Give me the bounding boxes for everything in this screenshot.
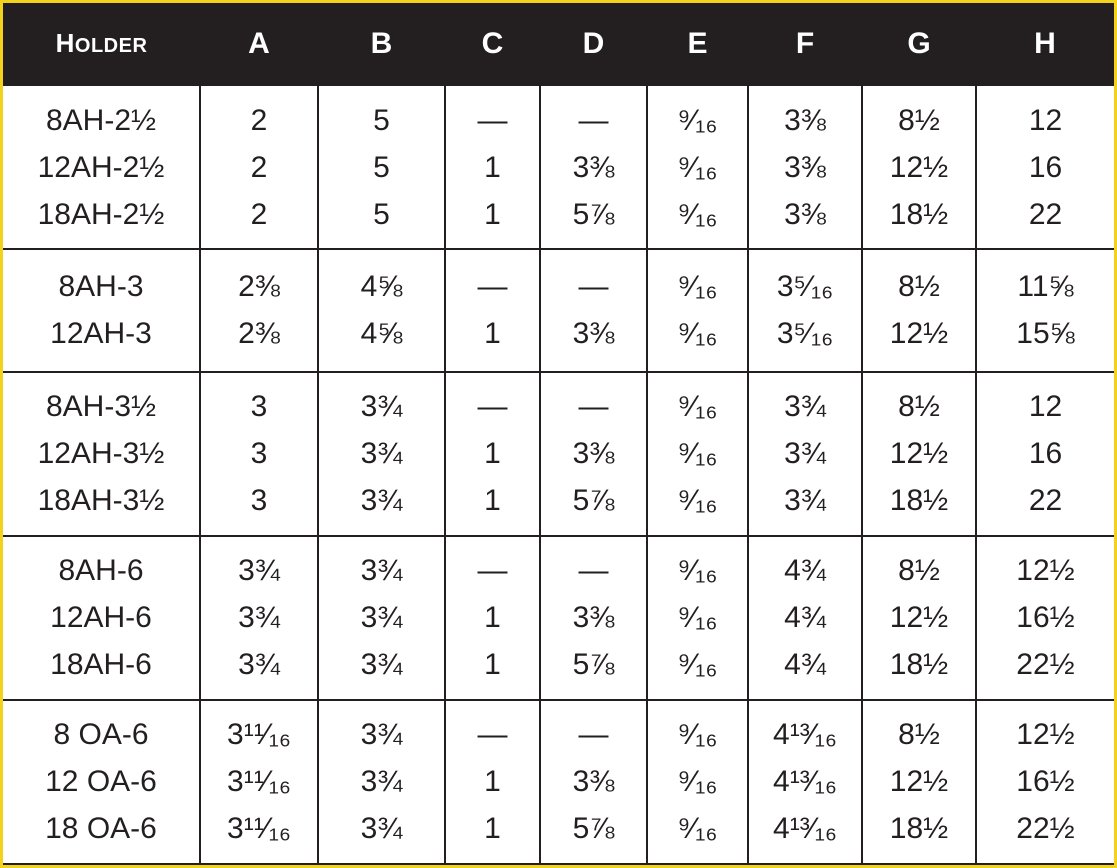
cell-d (540, 249, 647, 372)
table-row (3, 536, 1114, 700)
cell-h (976, 249, 1114, 372)
cell-value: 3¾ (360, 812, 403, 846)
cell-value: 3¹¹⁄₁₆ (227, 765, 291, 799)
cell-value: 22 (1028, 484, 1063, 518)
cell-value: — (477, 270, 508, 304)
cell-value: 8½ (898, 103, 940, 137)
cell-g (862, 249, 976, 372)
cell-value: 3¾ (360, 601, 403, 635)
cell-value: 12 (1028, 390, 1063, 424)
header-b: B (370, 26, 393, 60)
cell-value: 1 (484, 197, 501, 231)
cell-a (200, 85, 318, 249)
cell-value: 4¹³⁄₁₆ (773, 812, 837, 846)
cell-value: 12½ (889, 317, 949, 351)
cell-value: 1 (484, 317, 501, 351)
cell-value: 5⅞ (572, 648, 615, 682)
header-d: D (582, 26, 605, 60)
header-a: A (248, 26, 270, 60)
cell-value: 18AH-2½ (37, 197, 165, 231)
cell-d (540, 372, 647, 536)
cell-g (862, 85, 976, 249)
cell-value: ⁹⁄₁₆ (677, 484, 718, 518)
cell-value: 8AH-2½ (45, 103, 157, 137)
cell-value: 3¾ (360, 390, 403, 424)
cell-value: 3⅜ (572, 317, 615, 351)
cell-value: ⁹⁄₁₆ (677, 554, 718, 588)
cell-f (748, 85, 862, 249)
cell-a (200, 249, 318, 372)
header-holder: HOLDER (55, 28, 148, 58)
cell-h (976, 536, 1114, 700)
header-c: C (481, 26, 504, 60)
cell-value: 18AH-6 (50, 648, 152, 682)
cell-e (647, 536, 748, 700)
cell-value: 8½ (898, 270, 940, 304)
cell-d (540, 85, 647, 249)
cell-value: — (578, 718, 609, 752)
cell-value: 3 (250, 437, 268, 471)
cell-value: 3¾ (360, 554, 403, 588)
cell-value: 3⅜ (784, 103, 826, 137)
cell-value: 3¾ (360, 648, 403, 682)
cell-value: 11⅝ (1017, 270, 1074, 304)
cell-value: 4¹³⁄₁₆ (773, 718, 837, 752)
cell-value: ⁹⁄₁₆ (677, 812, 718, 846)
header-f: F (795, 26, 815, 60)
cell-value: 3¾ (360, 765, 403, 799)
cell-value: 18AH-3½ (37, 484, 165, 518)
cell-value: 1 (484, 648, 501, 682)
cell-c (445, 372, 540, 536)
cell-h (976, 85, 1114, 249)
table-row (3, 85, 1114, 249)
cell-value: ⁹⁄₁₆ (677, 718, 718, 752)
cell-value: 3¾ (360, 718, 403, 752)
cell-value: ⁹⁄₁₆ (677, 150, 718, 184)
cell-value: 16½ (1016, 601, 1075, 635)
cell-value: 3¹¹⁄₁₆ (227, 812, 291, 846)
cell-f (748, 700, 862, 864)
cell-value: 12½ (1016, 718, 1075, 752)
cell-e (647, 249, 748, 372)
cell-value: 8AH-6 (58, 554, 144, 588)
cell-c (445, 249, 540, 372)
cell-value: 1 (484, 484, 501, 518)
cell-value: 1 (484, 150, 501, 184)
cell-value: 16 (1028, 437, 1063, 471)
header-row (3, 3, 1114, 85)
cell-value: 3¾ (360, 484, 403, 518)
cell-value: — (578, 390, 609, 424)
cell-value: 8½ (898, 390, 940, 424)
cell-value: 3 (250, 390, 268, 424)
cell-value: 8AH-3½ (45, 390, 157, 424)
cell-b (318, 700, 445, 864)
cell-c (445, 85, 540, 249)
cell-value: 12½ (889, 601, 949, 635)
cell-value: 3¹¹⁄₁₆ (227, 718, 291, 752)
table-row (3, 372, 1114, 536)
cell-value: 3⅜ (572, 437, 615, 471)
cell-value: 5 (373, 103, 390, 137)
cell-value: 4¾ (784, 648, 826, 682)
cell-value: 2 (250, 150, 268, 184)
header-g: G (907, 26, 931, 60)
cell-a (200, 700, 318, 864)
cell-f (748, 536, 862, 700)
cell-value: 8½ (898, 718, 940, 752)
cell-value: 12½ (889, 437, 949, 471)
table-frame (3, 3, 1114, 865)
cell-g (862, 536, 976, 700)
cell-e (647, 372, 748, 536)
cell-h (976, 372, 1114, 536)
cell-value: — (578, 103, 609, 137)
cell-value: 3 (250, 484, 268, 518)
cell-value: 12AH-3 (50, 317, 152, 351)
cell-value: 2 (250, 103, 268, 137)
cell-b (318, 249, 445, 372)
cell-value: 12AH-3½ (37, 437, 165, 471)
cell-value: 4¾ (784, 601, 826, 635)
cell-value: 12½ (1016, 554, 1075, 588)
cell-value: — (477, 718, 508, 752)
cell-value: 3⅜ (572, 601, 615, 635)
cell-d (540, 700, 647, 864)
cell-holder (3, 700, 200, 864)
cell-value: 2 (250, 197, 268, 231)
cell-e (647, 85, 748, 249)
cell-value: 18½ (889, 812, 949, 846)
cell-value: 3⅜ (784, 197, 826, 231)
cell-value: 12AH-6 (50, 601, 152, 635)
cell-value: 15⅝ (1016, 317, 1075, 351)
cell-value: 18½ (889, 197, 949, 231)
cell-a (200, 536, 318, 700)
cell-value: 1 (484, 601, 501, 635)
table-row (3, 249, 1114, 372)
cell-value: 1 (484, 812, 501, 846)
cell-value: 12½ (889, 150, 949, 184)
cell-holder (3, 536, 200, 700)
cell-b (318, 85, 445, 249)
cell-value: 2⅜ (238, 317, 280, 351)
cell-value: 4⅝ (360, 317, 403, 351)
cell-value: — (477, 554, 508, 588)
cell-value: 5⅞ (572, 812, 615, 846)
cell-value: 3⁵⁄₁₆ (776, 317, 834, 351)
cell-value: 3¾ (784, 437, 826, 471)
cell-c (445, 700, 540, 864)
cell-g (862, 372, 976, 536)
cell-value: 8 OA-6 (53, 718, 149, 752)
cell-value: ⁹⁄₁₆ (677, 648, 718, 682)
cell-holder (3, 85, 200, 249)
cell-h (976, 700, 1114, 864)
cell-value: 4⅝ (360, 270, 403, 304)
cell-value: ⁹⁄₁₆ (677, 317, 718, 351)
cell-c (445, 536, 540, 700)
cell-a (200, 372, 318, 536)
cell-holder (3, 249, 200, 372)
cell-value: 3⅜ (572, 150, 615, 184)
cell-value: 5⅞ (572, 197, 615, 231)
cell-value: ⁹⁄₁₆ (677, 270, 718, 304)
cell-value: 12½ (889, 765, 949, 799)
cell-value: 18½ (889, 484, 949, 518)
cell-holder (3, 372, 200, 536)
cell-value: 22 (1028, 197, 1063, 231)
cell-value: 3¾ (238, 648, 280, 682)
cell-value: — (578, 554, 609, 588)
cell-b (318, 536, 445, 700)
cell-value: 3¾ (238, 601, 280, 635)
cell-value: — (477, 390, 508, 424)
cell-value: 1 (484, 437, 501, 471)
cell-value: ⁹⁄₁₆ (677, 601, 718, 635)
cell-value: — (477, 103, 508, 137)
cell-value: 8½ (898, 554, 940, 588)
cell-value: 16½ (1016, 765, 1075, 799)
cell-d (540, 536, 647, 700)
cell-f (748, 249, 862, 372)
holder-dimensions-table (3, 3, 1114, 865)
cell-value: ⁹⁄₁₆ (677, 437, 718, 471)
cell-value: 4¾ (784, 554, 826, 588)
cell-value: 3¾ (238, 554, 280, 588)
cell-value: 3¾ (784, 484, 826, 518)
cell-g (862, 700, 976, 864)
cell-b (318, 372, 445, 536)
cell-value: 5⅞ (572, 484, 615, 518)
cell-value: 3⅜ (784, 150, 826, 184)
cell-value: 3⁵⁄₁₆ (776, 270, 834, 304)
cell-value: 12 OA-6 (45, 765, 157, 799)
cell-value: 3¾ (360, 437, 403, 471)
cell-value: 1 (484, 765, 501, 799)
cell-value: 22½ (1016, 648, 1075, 682)
header-h: H (1034, 26, 1056, 60)
cell-value: 4¹³⁄₁₆ (773, 765, 837, 799)
cell-value: 18 OA-6 (45, 812, 157, 846)
header-e: E (687, 26, 708, 60)
cell-value: 12AH-2½ (37, 150, 165, 184)
cell-value: 22½ (1016, 812, 1075, 846)
cell-value: 12 (1028, 103, 1063, 137)
cell-value: 16 (1028, 150, 1063, 184)
cell-e (647, 700, 748, 864)
cell-value: ⁹⁄₁₆ (677, 390, 718, 424)
cell-value: ⁹⁄₁₆ (677, 103, 718, 137)
cell-value: 3¾ (784, 390, 826, 424)
cell-value: 5 (373, 150, 390, 184)
table-row (3, 700, 1114, 864)
cell-value: ⁹⁄₁₆ (677, 197, 718, 231)
cell-value: 18½ (889, 648, 949, 682)
cell-value: 3⅜ (572, 765, 615, 799)
cell-value: — (578, 270, 609, 304)
cell-value: 2⅜ (238, 270, 280, 304)
cell-value: ⁹⁄₁₆ (677, 765, 718, 799)
table-body (3, 85, 1114, 864)
cell-value: 5 (373, 197, 390, 231)
cell-value: 8AH-3 (58, 270, 144, 304)
cell-f (748, 372, 862, 536)
